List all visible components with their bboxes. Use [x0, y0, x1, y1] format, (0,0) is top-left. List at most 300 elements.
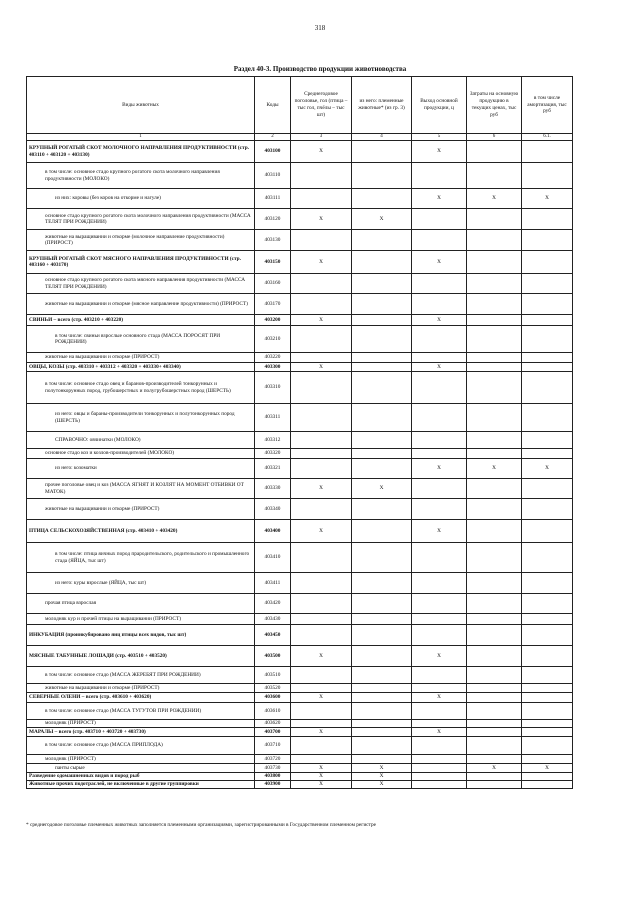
column-numbers-row	[27, 134, 573, 141]
cell-depreciation	[522, 728, 573, 737]
cell-breeding-animals	[352, 543, 412, 573]
cell-avg-livestock	[291, 614, 352, 625]
cell-output	[412, 755, 467, 764]
cell-output	[412, 449, 467, 459]
cell-avg-livestock	[291, 326, 352, 353]
cell-depreciation	[522, 372, 573, 404]
cell-breeding-animals	[352, 315, 412, 326]
table-row	[27, 326, 573, 353]
cell-avg-livestock: X	[291, 479, 352, 499]
row-name: в том числе: основное стадо крупного рогатого скота молочного направления продуктивности (МОЛОКО)	[27, 163, 255, 189]
table-row	[27, 163, 573, 189]
table-row	[27, 294, 573, 315]
cell-depreciation	[522, 326, 573, 353]
row-code: 403610	[255, 703, 291, 720]
cell-depreciation	[522, 703, 573, 720]
table-row	[27, 520, 573, 543]
table-row	[27, 230, 573, 251]
cell-costs	[467, 499, 522, 520]
cell-avg-livestock: X	[291, 209, 352, 230]
cell-costs	[467, 728, 522, 737]
cell-depreciation	[522, 404, 573, 432]
row-name: основное стадо крупного рогатого скота молочного направления продуктивности (МАССА ТЕЛЯТ ПРИ РОЖДЕНИИ)	[27, 209, 255, 230]
cell-output	[412, 294, 467, 315]
cell-output	[412, 209, 467, 230]
table-row	[27, 667, 573, 684]
row-name: СВИНЬИ – всего (стр. 403210 + 403220)	[27, 315, 255, 326]
cell-breeding-animals	[352, 755, 412, 764]
cell-breeding-animals	[352, 720, 412, 728]
cell-output	[412, 230, 467, 251]
cell-breeding-animals: X	[352, 773, 412, 781]
cell-costs	[467, 684, 522, 693]
cell-breeding-animals	[352, 459, 412, 479]
cell-costs	[467, 274, 522, 294]
cell-output: X	[412, 646, 467, 667]
table-row	[27, 755, 573, 764]
table-row	[27, 459, 573, 479]
row-code: 403330	[255, 479, 291, 499]
row-name: животные на выращивании и откорме (молочное направление продуктивности) (ПРИРОСТ)	[27, 230, 255, 251]
cell-breeding-animals: X	[352, 781, 412, 789]
cell-depreciation	[522, 251, 573, 274]
header-codes: Коды	[255, 77, 291, 134]
row-name: из него: козоматки	[27, 459, 255, 479]
cell-output	[412, 479, 467, 499]
cell-costs	[467, 667, 522, 684]
row-code: 403111	[255, 189, 291, 209]
table-row	[27, 573, 573, 594]
cell-costs	[467, 737, 522, 755]
table-row	[27, 479, 573, 499]
cell-costs	[467, 404, 522, 432]
cell-avg-livestock	[291, 543, 352, 573]
row-code: 403710	[255, 737, 291, 755]
row-name: из них: коровы (без коров на откорме и нагуле)	[27, 189, 255, 209]
table-row	[27, 432, 573, 449]
cell-depreciation	[522, 520, 573, 543]
cell-depreciation	[522, 773, 573, 781]
row-code: 403400	[255, 520, 291, 543]
cell-avg-livestock	[291, 755, 352, 764]
row-code: 403220	[255, 353, 291, 363]
cell-breeding-animals	[352, 737, 412, 755]
table-row	[27, 728, 573, 737]
cell-breeding-animals	[352, 693, 412, 703]
table-row	[27, 274, 573, 294]
header-avg-livestock: Среднегодовое поголовье, гол (птица – тыс гол, пчёлы – тыс шт)	[291, 77, 352, 134]
row-name: прочая птица взрослая	[27, 594, 255, 614]
row-code: 403900	[255, 781, 291, 789]
footnote: * среднегодовое поголовье племенных животных заполняется племенными организациями, зарегистрированными в Государственном племенном регистре	[26, 822, 377, 828]
cell-breeding-animals	[352, 594, 412, 614]
row-code: 403311	[255, 404, 291, 432]
row-name: МАРАЛЫ – всего (стр. 403710 + 403720 + 403730)	[27, 728, 255, 737]
cell-depreciation	[522, 693, 573, 703]
row-code: 403411	[255, 573, 291, 594]
cell-depreciation	[522, 737, 573, 755]
cell-depreciation: X	[522, 189, 573, 209]
cell-avg-livestock	[291, 404, 352, 432]
row-code: 403510	[255, 667, 291, 684]
cell-breeding-animals	[352, 294, 412, 315]
cell-output	[412, 594, 467, 614]
cell-output: X	[412, 363, 467, 372]
table-row	[27, 499, 573, 520]
table-row	[27, 684, 573, 693]
cell-avg-livestock	[291, 594, 352, 614]
row-code: 403200	[255, 315, 291, 326]
cell-avg-livestock	[291, 449, 352, 459]
row-code: 403110	[255, 163, 291, 189]
cell-depreciation	[522, 720, 573, 728]
cell-breeding-animals	[352, 684, 412, 693]
cell-avg-livestock	[291, 189, 352, 209]
row-code: 403321	[255, 459, 291, 479]
cell-depreciation	[522, 315, 573, 326]
table-row	[27, 781, 573, 789]
row-code: 403520	[255, 684, 291, 693]
cell-output	[412, 163, 467, 189]
row-code: 403410	[255, 543, 291, 573]
row-name: ИНКУБАЦИЯ (проинкубировано яиц птицы всех видов, тыс шт)	[27, 625, 255, 646]
cell-costs	[467, 703, 522, 720]
cell-avg-livestock	[291, 720, 352, 728]
cell-avg-livestock	[291, 274, 352, 294]
page-number: 318	[314, 24, 326, 32]
row-code: 403700	[255, 728, 291, 737]
cell-avg-livestock	[291, 703, 352, 720]
row-name: ПТИЦА СЕЛЬСКОХОЗЯЙСТВЕННАЯ (стр. 403410 + 403420)	[27, 520, 255, 543]
cell-costs	[467, 573, 522, 594]
cell-breeding-animals	[352, 251, 412, 274]
cell-output	[412, 625, 467, 646]
row-name: в том числе: основное стадо (МАССА ПРИПЛОДА)	[27, 737, 255, 755]
cell-output	[412, 667, 467, 684]
row-name: животные на выращивании и откорме (ПРИРОСТ)	[27, 499, 255, 520]
row-code: 403210	[255, 326, 291, 353]
row-name: в том числе: основное стадо овец и баранов-производителей тонкорунных и полутонкорунных пород, грубошерстных и полугрубошерстных пород (ШЕРСТЬ)	[27, 372, 255, 404]
cell-costs	[467, 479, 522, 499]
cell-breeding-animals	[352, 363, 412, 372]
row-name: из него: куры взрослые (ЯЙЦА, тыс шт)	[27, 573, 255, 594]
row-name: молодняк (ПРИРОСТ)	[27, 755, 255, 764]
cell-avg-livestock: X	[291, 764, 352, 773]
row-code: 403170	[255, 294, 291, 315]
row-name: основное стадо коз и козлов-производителей (МОЛОКО)	[27, 449, 255, 459]
cell-depreciation	[522, 573, 573, 594]
cell-output: X	[412, 315, 467, 326]
row-code: 403430	[255, 614, 291, 625]
table-row	[27, 693, 573, 703]
cell-avg-livestock: X	[291, 728, 352, 737]
cell-avg-livestock: X	[291, 520, 352, 543]
table-row	[27, 764, 573, 773]
cell-breeding-animals	[352, 372, 412, 404]
cell-depreciation	[522, 646, 573, 667]
cell-output	[412, 773, 467, 781]
cell-breeding-animals	[352, 404, 412, 432]
header-row	[27, 77, 573, 134]
row-code: 403720	[255, 755, 291, 764]
cell-costs	[467, 781, 522, 789]
row-name: в том числе: основное стадо (МАССА ЖЕРЕБЯТ ПРИ РОЖДЕНИИ)	[27, 667, 255, 684]
row-name: животные на выращивании и откорме (мясное направление продуктивности) (ПРИРОСТ)	[27, 294, 255, 315]
cell-breeding-animals: X	[352, 209, 412, 230]
cell-output	[412, 274, 467, 294]
row-name: КРУПНЫЙ РОГАТЫЙ СКОТ МОЛОЧНОГО НАПРАВЛЕНИЯ ПРОДУКТИВНОСТИ (стр. 403110 + 403120 + 403130)	[27, 141, 255, 163]
cell-costs	[467, 625, 522, 646]
cell-breeding-animals	[352, 449, 412, 459]
cell-avg-livestock	[291, 294, 352, 315]
cell-avg-livestock: X	[291, 773, 352, 781]
cell-depreciation	[522, 684, 573, 693]
cell-depreciation	[522, 432, 573, 449]
table-row	[27, 209, 573, 230]
cell-breeding-animals	[352, 520, 412, 543]
cell-output	[412, 737, 467, 755]
row-name: основное стадо крупного рогатого скота мясного направления продуктивности (МАССА ТЕЛЯТ ПРИ РОЖДЕНИИ)	[27, 274, 255, 294]
cell-breeding-animals: X	[352, 479, 412, 499]
table-row	[27, 141, 573, 163]
cell-costs	[467, 646, 522, 667]
header-costs: Затраты на основную продукцию в текущих ценах, тыс руб	[467, 77, 522, 134]
cell-costs	[467, 251, 522, 274]
row-code: 403160	[255, 274, 291, 294]
row-code: 403800	[255, 773, 291, 781]
table-row	[27, 372, 573, 404]
header-breeding-animals: из него: племенные животные* (из гр. 3)	[352, 77, 412, 134]
table-row	[27, 625, 573, 646]
cell-breeding-animals	[352, 353, 412, 363]
row-name: из него: овцы и бараны-производители тонкорунных и полутонкорунных пород (ШЕРСТЬ)	[27, 404, 255, 432]
table-row	[27, 449, 573, 459]
cell-costs	[467, 432, 522, 449]
cell-avg-livestock: X	[291, 141, 352, 163]
cell-output	[412, 703, 467, 720]
table-row	[27, 646, 573, 667]
cell-costs	[467, 594, 522, 614]
cell-depreciation: X	[522, 459, 573, 479]
cell-depreciation	[522, 230, 573, 251]
row-code: 403450	[255, 625, 291, 646]
cell-costs	[467, 543, 522, 573]
production-table	[26, 76, 573, 789]
cell-output	[412, 614, 467, 625]
row-name: в том числе: основное стадо (МАССА ТУГУТОВ ПРИ РОЖДЕНИИ)	[27, 703, 255, 720]
cell-depreciation	[522, 209, 573, 230]
cell-avg-livestock	[291, 432, 352, 449]
cell-output	[412, 372, 467, 404]
row-name: ОВЦЫ, КОЗЫ (стр. 403310 + 403312 + 403320 + 403330+ 403340)	[27, 363, 255, 372]
cell-output	[412, 764, 467, 773]
cell-avg-livestock	[291, 684, 352, 693]
cell-output	[412, 543, 467, 573]
cell-depreciation	[522, 755, 573, 764]
cell-costs	[467, 693, 522, 703]
row-name: в том числе: свиньи взрослые основного стада (МАССА ПОРОСЯТ ПРИ РОЖДЕНИИ)	[27, 326, 255, 353]
row-name: МЯСНЫЕ ТАБУННЫЕ ЛОШАДИ (стр. 403510 + 403520)	[27, 646, 255, 667]
cell-avg-livestock	[291, 230, 352, 251]
column-number: 5	[412, 134, 467, 141]
header-animal-types: Виды животных	[27, 77, 255, 134]
cell-costs	[467, 773, 522, 781]
cell-costs	[467, 755, 522, 764]
cell-output	[412, 432, 467, 449]
table-row	[27, 614, 573, 625]
cell-costs	[467, 449, 522, 459]
cell-avg-livestock	[291, 573, 352, 594]
cell-avg-livestock: X	[291, 781, 352, 789]
table-row	[27, 594, 573, 614]
table-row	[27, 703, 573, 720]
cell-depreciation	[522, 363, 573, 372]
cell-avg-livestock	[291, 163, 352, 189]
row-name: прочее поголовье овец и коз (МАССА ЯГНЯТ И КОЗЛЯТ НА МОМЕНТ ОТБИВКИ ОТ МАТОК)	[27, 479, 255, 499]
cell-depreciation	[522, 274, 573, 294]
row-name: Разведение одомашненных видов и пород рыб	[27, 773, 255, 781]
table-row	[27, 251, 573, 274]
column-number: 4	[352, 134, 412, 141]
row-name: животные на выращивании и откорме (ПРИРОСТ)	[27, 684, 255, 693]
row-code: 403100	[255, 141, 291, 163]
cell-output	[412, 499, 467, 520]
cell-breeding-animals	[352, 667, 412, 684]
row-code: 403320	[255, 449, 291, 459]
cell-depreciation	[522, 353, 573, 363]
cell-avg-livestock: X	[291, 646, 352, 667]
cell-costs	[467, 141, 522, 163]
section-title: Раздел 40-3. Производство продукции животноводства	[233, 65, 407, 73]
cell-breeding-animals	[352, 614, 412, 625]
cell-output: X	[412, 693, 467, 703]
cell-costs	[467, 363, 522, 372]
cell-depreciation	[522, 141, 573, 163]
cell-costs	[467, 326, 522, 353]
column-number: 1	[27, 134, 255, 141]
row-name: СЕВЕРНЫЕ ОЛЕНИ – всего (стр. 403610 + 403620)	[27, 693, 255, 703]
cell-costs	[467, 315, 522, 326]
table-row	[27, 315, 573, 326]
cell-output: X	[412, 251, 467, 274]
cell-depreciation	[522, 594, 573, 614]
cell-output: X	[412, 728, 467, 737]
cell-avg-livestock	[291, 667, 352, 684]
cell-costs: X	[467, 189, 522, 209]
row-code: 403300	[255, 363, 291, 372]
row-code: 403730	[255, 764, 291, 773]
row-code: 403500	[255, 646, 291, 667]
cell-breeding-animals	[352, 274, 412, 294]
cell-costs	[467, 520, 522, 543]
cell-depreciation	[522, 543, 573, 573]
row-code: 403620	[255, 720, 291, 728]
cell-breeding-animals	[352, 625, 412, 646]
table-row	[27, 720, 573, 728]
cell-depreciation	[522, 625, 573, 646]
table-row	[27, 404, 573, 432]
row-code: 403310	[255, 372, 291, 404]
cell-costs	[467, 209, 522, 230]
cell-costs	[467, 163, 522, 189]
row-name: КРУПНЫЙ РОГАТЫЙ СКОТ МЯСНОГО НАПРАВЛЕНИЯ ПРОДУКТИВНОСТИ (стр. 403160 + 403170)	[27, 251, 255, 274]
cell-depreciation	[522, 499, 573, 520]
column-number: 3	[291, 134, 352, 141]
cell-output: X	[412, 520, 467, 543]
table-body	[27, 141, 573, 789]
cell-output	[412, 326, 467, 353]
cell-output	[412, 720, 467, 728]
table-row	[27, 363, 573, 372]
cell-depreciation	[522, 479, 573, 499]
cell-output	[412, 684, 467, 693]
cell-avg-livestock	[291, 499, 352, 520]
header-depreciation: в том числе амортизация, тыс руб	[522, 77, 573, 134]
cell-avg-livestock	[291, 353, 352, 363]
cell-avg-livestock: X	[291, 315, 352, 326]
row-name: молодняк (ПРИРОСТ)	[27, 720, 255, 728]
cell-avg-livestock	[291, 372, 352, 404]
cell-costs: X	[467, 459, 522, 479]
cell-output	[412, 781, 467, 789]
column-number: 2	[255, 134, 291, 141]
cell-costs	[467, 372, 522, 404]
cell-breeding-animals	[352, 432, 412, 449]
row-name: молодняк кур и прочей птицы на выращивании (ПРИРОСТ)	[27, 614, 255, 625]
cell-depreciation	[522, 294, 573, 315]
cell-depreciation	[522, 614, 573, 625]
row-name: в том числе: птица яичных пород прародительского, родительского и промышленного стада (ЯЙЦА, тыс шт)	[27, 543, 255, 573]
cell-output: X	[412, 189, 467, 209]
cell-avg-livestock	[291, 459, 352, 479]
row-code: 403420	[255, 594, 291, 614]
cell-avg-livestock: X	[291, 363, 352, 372]
row-code: 403130	[255, 230, 291, 251]
cell-output	[412, 573, 467, 594]
column-number: 6.1.	[522, 134, 573, 141]
cell-avg-livestock: X	[291, 251, 352, 274]
cell-costs	[467, 614, 522, 625]
cell-breeding-animals	[352, 573, 412, 594]
cell-breeding-animals	[352, 499, 412, 520]
cell-breeding-animals	[352, 189, 412, 209]
row-code: 403312	[255, 432, 291, 449]
column-number: 6	[467, 134, 522, 141]
cell-costs	[467, 720, 522, 728]
cell-breeding-animals	[352, 326, 412, 353]
cell-breeding-animals	[352, 728, 412, 737]
cell-avg-livestock	[291, 625, 352, 646]
cell-avg-livestock	[291, 737, 352, 755]
cell-breeding-animals: X	[352, 764, 412, 773]
cell-avg-livestock: X	[291, 693, 352, 703]
row-name: СПРАВОЧНО: овчинатки (МОЛОКО)	[27, 432, 255, 449]
cell-costs	[467, 353, 522, 363]
cell-breeding-animals	[352, 141, 412, 163]
cell-output: X	[412, 141, 467, 163]
cell-output: X	[412, 459, 467, 479]
row-code: 403340	[255, 499, 291, 520]
cell-output	[412, 353, 467, 363]
cell-breeding-animals	[352, 703, 412, 720]
cell-costs	[467, 294, 522, 315]
row-name: животные на выращивании и откорме (ПРИРОСТ)	[27, 353, 255, 363]
cell-depreciation	[522, 781, 573, 789]
row-code: 403120	[255, 209, 291, 230]
cell-depreciation: X	[522, 764, 573, 773]
row-code: 403600	[255, 693, 291, 703]
cell-depreciation	[522, 449, 573, 459]
